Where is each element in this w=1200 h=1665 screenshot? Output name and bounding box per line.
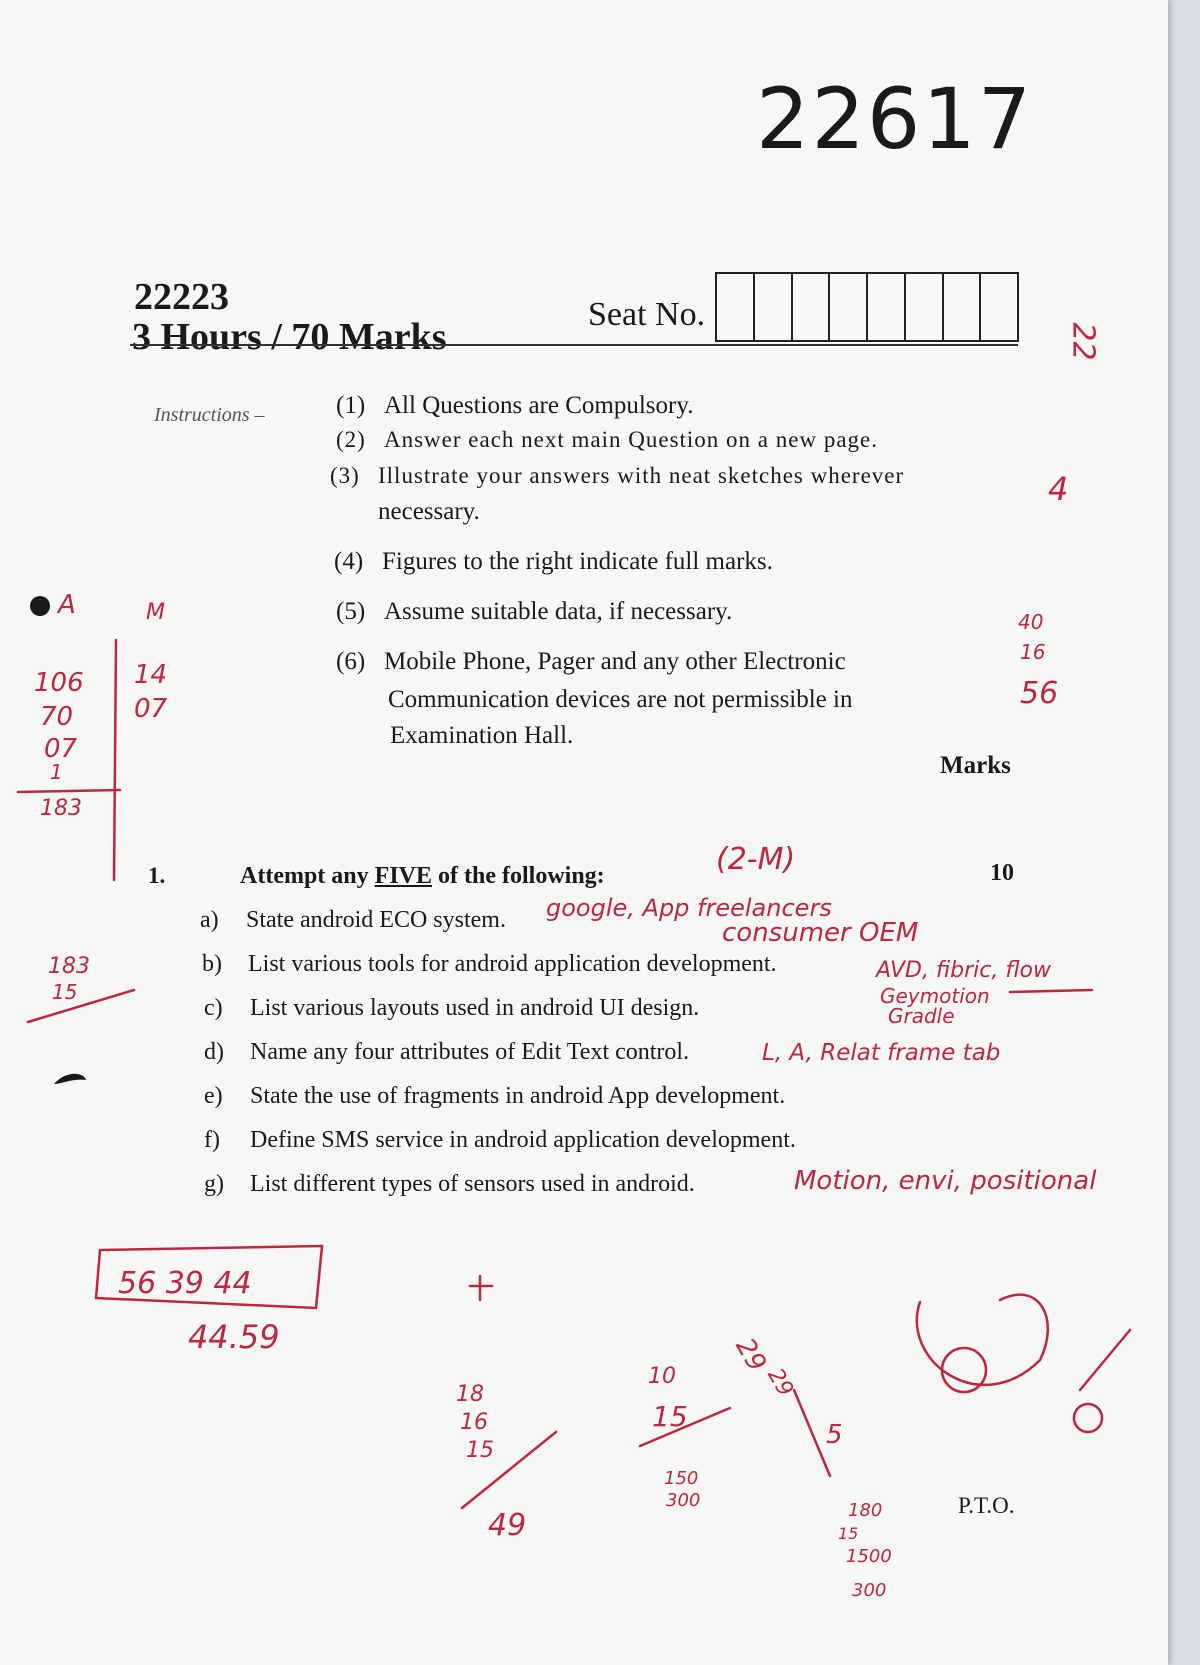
instruction-text: Figures to the right indicate full marks. <box>382 548 773 575</box>
hand-note-b: AVD, fibric, flow <box>876 958 1052 983</box>
hand-col-a-item: 183 <box>40 796 82 821</box>
hand-right-sum: 40 <box>1018 610 1044 634</box>
sub-question-text: List various layouts used in android UI design. <box>250 995 700 1021</box>
hand-stack2-item: 300 <box>666 1490 701 1511</box>
instruction-text: Illustrate your answers with neat sketches wherever <box>378 463 905 488</box>
hand-diag-item: 5 <box>826 1420 843 1450</box>
doodle-stroke <box>1080 1330 1130 1390</box>
instruction-text: necessary. <box>378 498 480 525</box>
hand-col-a-item: 70 <box>40 702 74 732</box>
margin-total-line <box>18 790 120 792</box>
hand-below-box: 44.59 <box>188 1318 280 1356</box>
hand-col-a-item: 1 <box>50 760 63 784</box>
doodle-small <box>1074 1404 1102 1432</box>
question-title-post: of the following: <box>432 863 605 889</box>
ink-dot <box>30 596 50 616</box>
hand-note-d: L, A, Relat frame tab <box>762 1040 1001 1066</box>
sub-question-label: g) <box>204 1171 224 1197</box>
instruction-text: Communication devices are not permissible in <box>388 686 853 713</box>
hand-diag-item: 29 <box>762 1364 798 1401</box>
sub-question-text: State the use of fragments in android App development. <box>250 1083 786 1109</box>
hand-right-sum: 16 <box>1020 640 1046 664</box>
hand-right-sum: 56 <box>1020 676 1059 711</box>
hand-stack3-item: 1500 <box>846 1546 892 1567</box>
hand-col-m-item: 07 <box>134 694 168 724</box>
marks-heading: Marks <box>940 752 1011 779</box>
instruction-text: All Questions are Compulsory. <box>384 392 694 419</box>
doodle-mark <box>470 1276 492 1300</box>
hand-right-22: 22 <box>1065 322 1101 361</box>
instruction-number: (6) <box>336 648 366 675</box>
instructions-label: Instructions – <box>154 404 265 426</box>
doodle-loop <box>917 1295 1048 1385</box>
seat-label: Seat No. <box>588 296 706 333</box>
instruction-number: (2) <box>336 427 366 452</box>
instruction-text: Answer each next main Question on a new page. <box>384 427 878 452</box>
hand-stack3-item: 300 <box>852 1580 887 1601</box>
sub-question-text: List various tools for android application development. <box>248 951 777 977</box>
hand-margin-b: 183 <box>48 954 90 979</box>
duration-marks: 3 Hours / 70 Marks <box>132 316 447 358</box>
diag-slash <box>794 1390 830 1476</box>
hand-col-m-item: 14 <box>134 660 168 690</box>
question-marks: 10 <box>990 860 1014 886</box>
sub-question-text: Define SMS service in android application development. <box>250 1127 796 1153</box>
ink-smudge <box>54 1074 86 1084</box>
hand-stack3-item: 180 <box>848 1500 883 1521</box>
note-b-underline <box>1010 990 1092 992</box>
stack2-line <box>640 1408 730 1446</box>
hand-stack2-item: 150 <box>664 1468 699 1489</box>
sub-question-label: a) <box>200 907 219 933</box>
hand-note-g: Motion, envi, positional <box>794 1166 1097 1196</box>
sub-question-label: f) <box>204 1127 220 1153</box>
instruction-text: Assume suitable data, if necessary. <box>384 598 733 625</box>
instruction-number: (1) <box>336 392 366 419</box>
question-title-pre: Attempt any <box>240 863 375 889</box>
question-number: 1. <box>148 863 166 888</box>
stack1-line <box>462 1432 556 1508</box>
hand-box-numbers: 56 39 44 <box>118 1266 252 1301</box>
hand-margin-b: 15 <box>52 980 78 1004</box>
sub-question-label: d) <box>204 1039 224 1065</box>
hand-stack1-item: 18 <box>456 1382 484 1407</box>
sub-question-text: List different types of sensors used in android. <box>250 1171 695 1197</box>
hand-stack1-item: 15 <box>466 1438 494 1463</box>
hand-note-a1: google, App freelancers <box>546 894 832 922</box>
paper-code: 22617 <box>756 70 1034 168</box>
hand-note-c2: Gradle <box>888 1004 955 1028</box>
question-title-emph: FIVE <box>374 863 432 889</box>
sub-question-label: b) <box>202 951 222 977</box>
instruction-number: (5) <box>336 598 366 625</box>
hand-note-a2: consumer OEM <box>722 918 919 948</box>
box-outline <box>96 1246 322 1308</box>
instruction-text: Mobile Phone, Pager and any other Electronic <box>384 648 846 675</box>
subject-code: 22223 <box>134 276 229 318</box>
sub-question-text: State android ECO system. <box>246 907 506 933</box>
sub-question-text: Name any four attributes of Edit Text control. <box>250 1039 690 1065</box>
instruction-number: (3) <box>330 463 360 488</box>
sub-question-label: e) <box>204 1083 223 1109</box>
hand-col-a-item: 07 <box>44 734 78 764</box>
hand-stack2-item: 15 <box>652 1400 688 1433</box>
hand-margin-a: A <box>58 590 76 620</box>
hand-right-4: 4 <box>1048 470 1069 508</box>
margin-slash-line <box>28 990 134 1022</box>
hand-margin-m: M <box>146 600 165 625</box>
instruction-text: Examination Hall. <box>390 722 574 749</box>
sub-question-label: c) <box>204 995 223 1021</box>
hand-stack3-item: 15 <box>838 1524 859 1543</box>
margin-vertical-line <box>114 640 116 880</box>
hand-diag-item: 29 <box>729 1333 772 1377</box>
hand-col-a-item: 106 <box>34 668 84 698</box>
instruction-number: (4) <box>334 548 364 575</box>
hand-stack1-item: 49 <box>488 1508 527 1543</box>
hand-note-c1: Geymotion <box>880 984 990 1008</box>
pto-note: P.T.O. <box>958 1493 1015 1518</box>
hand-stack1-item: 16 <box>460 1410 488 1435</box>
hand-question-note: (2-M) <box>716 842 796 877</box>
hand-stack2-item: 10 <box>648 1364 676 1389</box>
doodle-flower <box>942 1348 986 1392</box>
